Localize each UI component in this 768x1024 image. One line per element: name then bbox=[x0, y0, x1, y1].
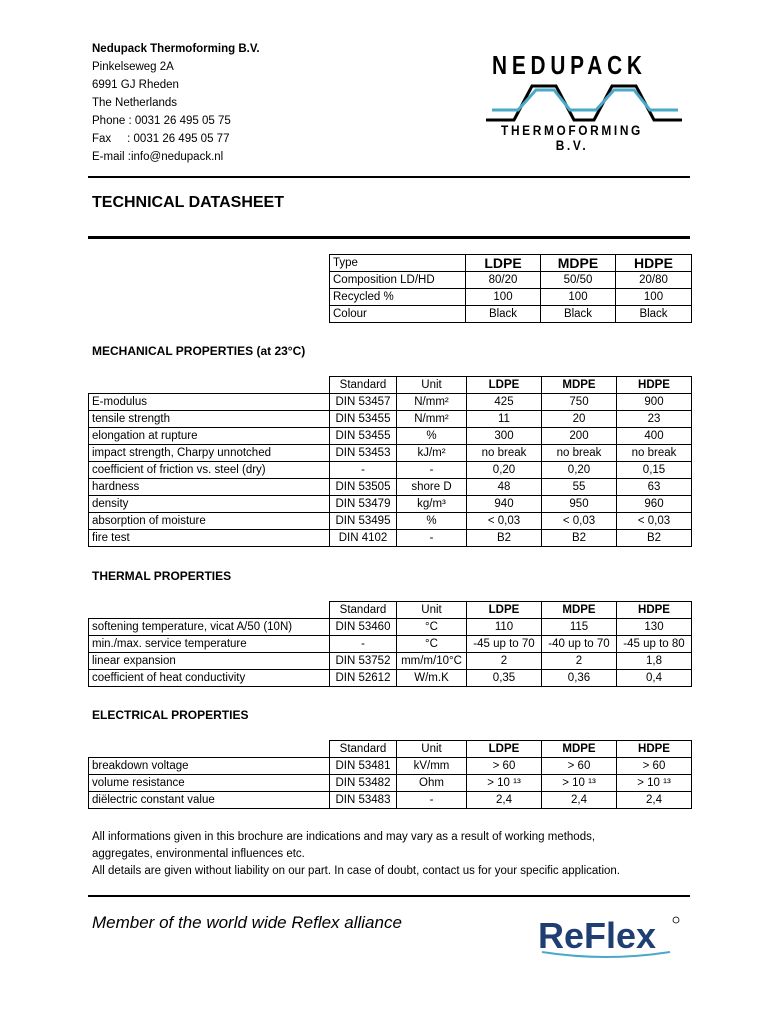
ldpe-cell: 2 bbox=[467, 653, 542, 670]
reflex-wordmark: ReFlex bbox=[538, 915, 657, 956]
ldpe-cell: 300 bbox=[467, 428, 542, 445]
ldpe-cell: 48 bbox=[467, 479, 542, 496]
disclaimer bbox=[92, 829, 620, 880]
mechanical-table bbox=[88, 376, 692, 547]
member-statement: Member of the world wide Reflex alliance bbox=[92, 913, 402, 932]
hdpe-cell: > 60 bbox=[617, 758, 692, 775]
table-row bbox=[330, 289, 692, 306]
standard-cell: - bbox=[330, 462, 397, 479]
logo-wordmark: NEDUPACK bbox=[492, 50, 647, 80]
mdpe-cell: 55 bbox=[542, 479, 617, 496]
ldpe-cell: < 0,03 bbox=[467, 513, 542, 530]
cell-mdpe: 50/50 bbox=[541, 272, 616, 289]
type-header-hdpe: HDPE bbox=[616, 255, 692, 272]
standard-cell: DIN 52612 bbox=[330, 670, 397, 687]
ldpe-cell: 2,4 bbox=[467, 792, 542, 809]
thermal-table bbox=[88, 601, 692, 687]
footer-divider bbox=[88, 895, 690, 897]
hdpe-cell: no break bbox=[617, 445, 692, 462]
mdpe-cell: < 0,03 bbox=[542, 513, 617, 530]
hdpe-cell: > 10 ¹³ bbox=[617, 775, 692, 792]
header-spacer bbox=[89, 377, 330, 394]
registered-mark-icon bbox=[673, 917, 679, 923]
header-unit: Unit bbox=[397, 377, 467, 394]
standard-cell: DIN 53460 bbox=[330, 619, 397, 636]
table-row bbox=[89, 462, 692, 479]
header-standard: Standard bbox=[330, 602, 397, 619]
header-divider bbox=[88, 176, 690, 178]
company-address bbox=[92, 40, 260, 166]
standard-cell: DIN 53505 bbox=[330, 479, 397, 496]
cell-ldpe: 80/20 bbox=[466, 272, 541, 289]
disclaimer-line: All informations given in this brochure are indications and may vary as a result of working methods, bbox=[92, 831, 596, 843]
logo-wave-accent bbox=[492, 90, 678, 110]
mdpe-cell: -40 up to 70 bbox=[542, 636, 617, 653]
header-spacer bbox=[89, 602, 330, 619]
table-row bbox=[89, 636, 692, 653]
property-name: diëlectric constant value bbox=[89, 792, 330, 809]
cell-mdpe: 100 bbox=[541, 289, 616, 306]
ldpe-cell: 940 bbox=[467, 496, 542, 513]
table-row bbox=[89, 530, 692, 547]
hdpe-cell: 1,8 bbox=[617, 653, 692, 670]
ldpe-cell: 11 bbox=[467, 411, 542, 428]
mdpe-cell: 750 bbox=[542, 394, 617, 411]
header-standard: Standard bbox=[330, 741, 397, 758]
hdpe-cell: 23 bbox=[617, 411, 692, 428]
company-fax: Fax : 0031 26 495 05 77 bbox=[92, 133, 230, 145]
header-mdpe: MDPE bbox=[542, 602, 617, 619]
table-row bbox=[89, 445, 692, 462]
property-name: coefficient of friction vs. steel (dry) bbox=[89, 462, 330, 479]
ldpe-cell: no break bbox=[467, 445, 542, 462]
mdpe-cell: > 10 ¹³ bbox=[542, 775, 617, 792]
property-name: density bbox=[89, 496, 330, 513]
electrical-header bbox=[89, 741, 692, 758]
property-name: E-modulus bbox=[89, 394, 330, 411]
thermal-header bbox=[89, 602, 692, 619]
property-name: softening temperature, vicat A/50 (10N) bbox=[89, 619, 330, 636]
header-unit: Unit bbox=[397, 741, 467, 758]
unit-cell: kg/m³ bbox=[397, 496, 467, 513]
mdpe-cell: 2 bbox=[542, 653, 617, 670]
property-name: coefficient of heat conductivity bbox=[89, 670, 330, 687]
mdpe-cell: 20 bbox=[542, 411, 617, 428]
row-label: Composition LD/HD bbox=[330, 272, 466, 289]
unit-cell: % bbox=[397, 428, 467, 445]
hdpe-cell: -45 up to 80 bbox=[617, 636, 692, 653]
unit-cell: - bbox=[397, 792, 467, 809]
ldpe-cell: 0,20 bbox=[467, 462, 542, 479]
unit-cell: mm/m/10°C bbox=[397, 653, 467, 670]
cell-hdpe: Black bbox=[616, 306, 692, 323]
mdpe-cell: 0,20 bbox=[542, 462, 617, 479]
standard-cell: - bbox=[330, 636, 397, 653]
nedupack-logo bbox=[484, 50, 684, 153]
header-hdpe: HDPE bbox=[617, 741, 692, 758]
header-unit: Unit bbox=[397, 602, 467, 619]
ldpe-cell: B2 bbox=[467, 530, 542, 547]
unit-cell: shore D bbox=[397, 479, 467, 496]
company-email: E-mail :info@nedupack.nl bbox=[92, 151, 224, 163]
property-name: absorption of moisture bbox=[89, 513, 330, 530]
property-name: tensile strength bbox=[89, 411, 330, 428]
reflex-logo bbox=[536, 912, 686, 960]
type-header-label: Type bbox=[330, 255, 466, 272]
electrical-title: ELECTRICAL PROPERTIES bbox=[92, 708, 249, 722]
type-header-ldpe: LDPE bbox=[466, 255, 541, 272]
header-ldpe: LDPE bbox=[467, 377, 542, 394]
unit-cell: kJ/m² bbox=[397, 445, 467, 462]
mechanical-title: MECHANICAL PROPERTIES (at 23°C) bbox=[92, 344, 306, 358]
table-row bbox=[89, 653, 692, 670]
unit-cell: N/mm² bbox=[397, 411, 467, 428]
table-row bbox=[89, 619, 692, 636]
mdpe-cell: 200 bbox=[542, 428, 617, 445]
cell-hdpe: 20/80 bbox=[616, 272, 692, 289]
unit-cell: W/m.K bbox=[397, 670, 467, 687]
property-name: elongation at rupture bbox=[89, 428, 330, 445]
table-row bbox=[89, 758, 692, 775]
hdpe-cell: 130 bbox=[617, 619, 692, 636]
disclaimer-line: aggregates, environmental influences etc. bbox=[92, 848, 305, 860]
title-divider bbox=[88, 236, 690, 239]
table-row bbox=[89, 670, 692, 687]
header-ldpe: LDPE bbox=[467, 741, 542, 758]
ldpe-cell: 425 bbox=[467, 394, 542, 411]
header-ldpe: LDPE bbox=[467, 602, 542, 619]
company-country: The Netherlands bbox=[92, 97, 178, 109]
type-table bbox=[329, 254, 692, 323]
mechanical-header bbox=[89, 377, 692, 394]
table-row bbox=[89, 479, 692, 496]
standard-cell: DIN 53481 bbox=[330, 758, 397, 775]
header-standard: Standard bbox=[330, 377, 397, 394]
type-header-mdpe: MDPE bbox=[541, 255, 616, 272]
property-name: min./max. service temperature bbox=[89, 636, 330, 653]
hdpe-cell: 2,4 bbox=[617, 792, 692, 809]
table-row bbox=[89, 792, 692, 809]
type-table-header bbox=[330, 255, 692, 272]
mdpe-cell: B2 bbox=[542, 530, 617, 547]
cell-hdpe: 100 bbox=[616, 289, 692, 306]
unit-cell: kV/mm bbox=[397, 758, 467, 775]
cell-ldpe: Black bbox=[466, 306, 541, 323]
page-title: TECHNICAL DATASHEET bbox=[92, 194, 284, 211]
company-phone: Phone : 0031 26 495 05 75 bbox=[92, 115, 231, 127]
header-mdpe: MDPE bbox=[542, 377, 617, 394]
table-row bbox=[89, 496, 692, 513]
header-mdpe: MDPE bbox=[542, 741, 617, 758]
mdpe-cell: > 60 bbox=[542, 758, 617, 775]
company-street: Pinkelseweg 2A bbox=[92, 61, 174, 73]
standard-cell: DIN 53752 bbox=[330, 653, 397, 670]
ldpe-cell: > 10 ¹³ bbox=[467, 775, 542, 792]
unit-cell: °C bbox=[397, 636, 467, 653]
hdpe-cell: 0,4 bbox=[617, 670, 692, 687]
header-hdpe: HDPE bbox=[617, 377, 692, 394]
hdpe-cell: < 0,03 bbox=[617, 513, 692, 530]
table-row bbox=[89, 513, 692, 530]
mdpe-cell: 2,4 bbox=[542, 792, 617, 809]
ldpe-cell: 0,35 bbox=[467, 670, 542, 687]
table-row bbox=[330, 306, 692, 323]
standard-cell: DIN 4102 bbox=[330, 530, 397, 547]
table-row bbox=[89, 411, 692, 428]
standard-cell: DIN 53483 bbox=[330, 792, 397, 809]
logo-wave-graphic bbox=[484, 80, 684, 124]
standard-cell: DIN 53455 bbox=[330, 428, 397, 445]
property-name: impact strength, Charpy unnotched bbox=[89, 445, 330, 462]
company-city: 6991 GJ Rheden bbox=[92, 79, 179, 91]
unit-cell: - bbox=[397, 462, 467, 479]
cell-ldpe: 100 bbox=[466, 289, 541, 306]
unit-cell: N/mm² bbox=[397, 394, 467, 411]
property-name: linear expansion bbox=[89, 653, 330, 670]
electrical-table bbox=[88, 740, 692, 809]
thermal-title: THERMAL PROPERTIES bbox=[92, 569, 232, 583]
property-name: fire test bbox=[89, 530, 330, 547]
ldpe-cell: -45 up to 70 bbox=[467, 636, 542, 653]
row-label: Colour bbox=[330, 306, 466, 323]
ldpe-cell: > 60 bbox=[467, 758, 542, 775]
table-row bbox=[330, 272, 692, 289]
standard-cell: DIN 53479 bbox=[330, 496, 397, 513]
hdpe-cell: B2 bbox=[617, 530, 692, 547]
hdpe-cell: 63 bbox=[617, 479, 692, 496]
table-row bbox=[89, 775, 692, 792]
unit-cell: % bbox=[397, 513, 467, 530]
header-spacer bbox=[89, 741, 330, 758]
standard-cell: DIN 53455 bbox=[330, 411, 397, 428]
property-name: breakdown voltage bbox=[89, 758, 330, 775]
row-label: Recycled % bbox=[330, 289, 466, 306]
unit-cell: - bbox=[397, 530, 467, 547]
hdpe-cell: 400 bbox=[617, 428, 692, 445]
disclaimer-line: All details are given without liability on our part. In case of doubt, contact us for your specific application. bbox=[92, 865, 621, 877]
unit-cell: Ohm bbox=[397, 775, 467, 792]
ldpe-cell: 110 bbox=[467, 619, 542, 636]
logo-subtitle: THERMOFORMING B.V. bbox=[501, 123, 643, 153]
property-name: hardness bbox=[89, 479, 330, 496]
mdpe-cell: 0,36 bbox=[542, 670, 617, 687]
standard-cell: DIN 53482 bbox=[330, 775, 397, 792]
unit-cell: °C bbox=[397, 619, 467, 636]
mdpe-cell: 115 bbox=[542, 619, 617, 636]
table-row bbox=[89, 394, 692, 411]
property-name: volume resistance bbox=[89, 775, 330, 792]
mdpe-cell: no break bbox=[542, 445, 617, 462]
company-name: Nedupack Thermoforming B.V. bbox=[92, 43, 260, 55]
header-hdpe: HDPE bbox=[617, 602, 692, 619]
hdpe-cell: 960 bbox=[617, 496, 692, 513]
hdpe-cell: 900 bbox=[617, 394, 692, 411]
standard-cell: DIN 53457 bbox=[330, 394, 397, 411]
standard-cell: DIN 53453 bbox=[330, 445, 397, 462]
mdpe-cell: 950 bbox=[542, 496, 617, 513]
table-row bbox=[89, 428, 692, 445]
standard-cell: DIN 53495 bbox=[330, 513, 397, 530]
cell-mdpe: Black bbox=[541, 306, 616, 323]
hdpe-cell: 0,15 bbox=[617, 462, 692, 479]
